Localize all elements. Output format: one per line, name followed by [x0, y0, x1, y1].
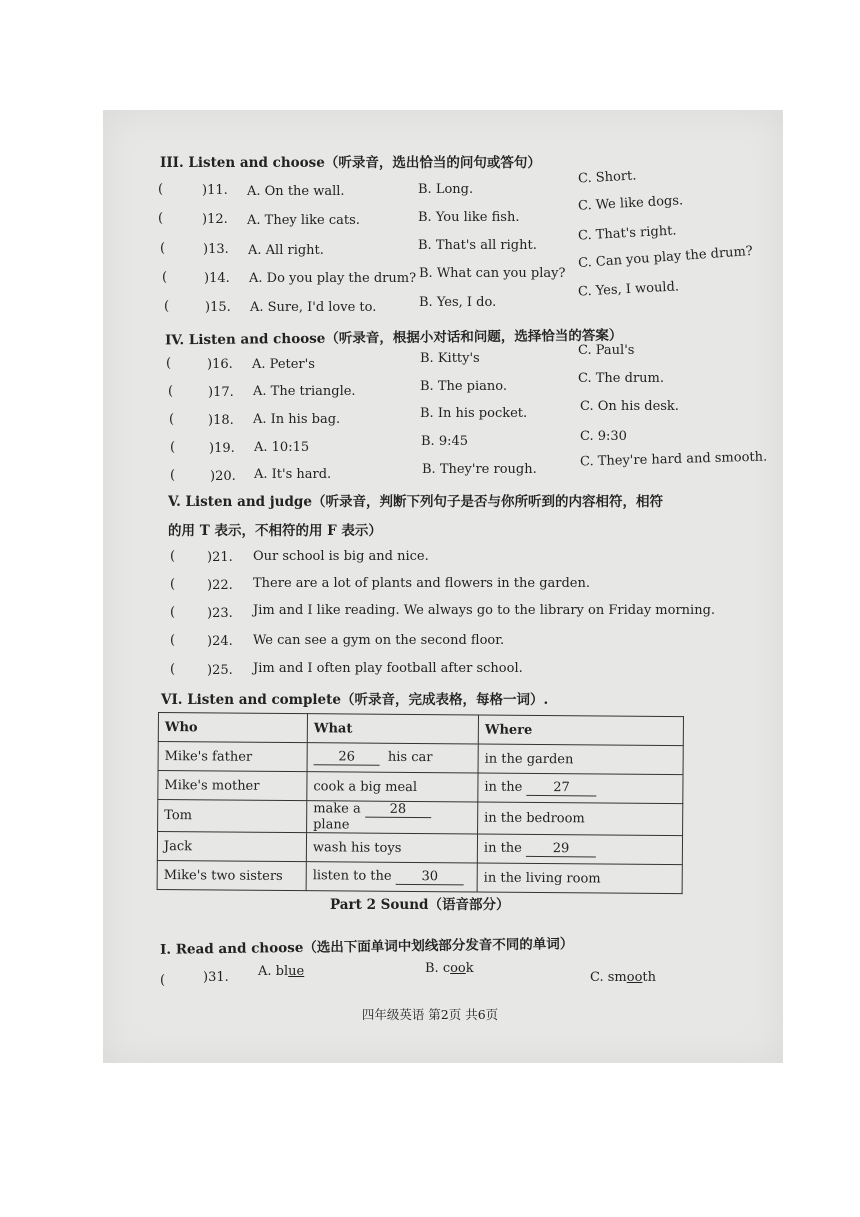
what-cell [307, 801, 478, 834]
question-number: )18. [208, 413, 234, 428]
question-number: )19. [209, 441, 235, 456]
option-a: A. Do you play the drum? [249, 271, 417, 286]
where-cell [477, 834, 682, 865]
answer-paren: ( [170, 662, 176, 677]
underlined-letters: ue [288, 964, 305, 979]
where-cell: in the garden [478, 744, 683, 775]
option-b: B. In his pocket. [420, 406, 528, 421]
statement: We can see a gym on the second floor. [253, 633, 505, 648]
option-c: C. The drum. [578, 371, 664, 386]
who-cell: Mike's two sisters [157, 860, 306, 890]
column-header-where: Where [478, 715, 683, 746]
section-4-heading: IV. Listen and choose（听录音，根据小对话和问题，选择恰当的答案） [164, 327, 623, 349]
option-b: B. 9:45 [421, 434, 469, 449]
who-cell: Mike's mother [158, 771, 307, 801]
statement: Jim and I like reading. We always go to the library on Friday morning. [253, 603, 716, 618]
table-row [158, 800, 683, 836]
underlined-letters: oo [450, 961, 466, 976]
question-number: )11. [202, 183, 228, 198]
question-number: )31. [203, 970, 229, 985]
option-a: A. 10:15 [254, 440, 310, 455]
answer-paren: ( [170, 549, 176, 564]
option-c: C. 9:30 [580, 429, 627, 444]
answer-paren: ( [158, 182, 164, 197]
answer-paren: ( [160, 973, 166, 988]
question-number: )22. [207, 578, 233, 593]
option-b: B. What can you play? [419, 266, 566, 281]
answer-paren: ( [170, 440, 176, 455]
table-row [158, 771, 683, 804]
answer-blank[interactable]: 27 [526, 780, 596, 797]
option-a: A. The triangle. [253, 384, 356, 399]
option-b: B. Long. [418, 182, 474, 197]
answer-paren: ( [170, 468, 176, 483]
question-number: )24. [207, 634, 233, 649]
where-text: in the [483, 840, 522, 856]
part-2-title: Part 2 Sound（语音部分） [330, 897, 510, 913]
question-number: )16. [207, 357, 233, 372]
column-header-what: What [307, 714, 478, 744]
column-header-who: Who [158, 713, 307, 743]
option-c: C. Can you play the drum? [577, 243, 754, 272]
what-cell [307, 743, 478, 773]
option-a: A. blue [258, 964, 305, 979]
answer-paren: ( [162, 270, 168, 285]
question-number: )23. [207, 606, 233, 621]
answer-paren: ( [160, 241, 166, 256]
option-c: C. That's right. [577, 223, 677, 244]
read-and-choose-heading: I. Read and choose（选出下面单词中划线部分发音不同的单词） [159, 936, 574, 958]
completion-table [157, 712, 684, 894]
option-b: B. You like fish. [418, 210, 520, 225]
option-a: A. On the wall. [247, 184, 345, 199]
what-cell: wash his toys [306, 833, 477, 863]
who-cell: Mike's father [158, 742, 307, 772]
where-cell [478, 773, 683, 804]
answer-blank[interactable]: 29 [526, 841, 596, 858]
question-number: )14. [204, 271, 230, 286]
option-a: A. They like cats. [247, 213, 360, 228]
answer-paren: ( [166, 356, 172, 371]
option-b: B. Kitty's [420, 351, 480, 366]
question-number: )25. [207, 663, 233, 678]
where-text: in the [484, 779, 523, 795]
table-header-row [158, 713, 683, 746]
option-c: C. They're hard and smooth. [579, 449, 768, 470]
answer-blank[interactable]: 30 [396, 869, 464, 886]
underlined-letters: oo [626, 970, 643, 985]
answer-paren: ( [170, 633, 176, 648]
option-b: B. cook [425, 961, 474, 976]
section-3-heading: III. Listen and choose（听录音，选出恰当的问句或答句） [160, 155, 541, 171]
option-b: B. The piano. [420, 379, 508, 394]
answer-blank[interactable]: 28 [365, 802, 431, 819]
who-cell: Jack [157, 832, 306, 862]
option-a: A. All right. [248, 243, 324, 258]
answer-blank[interactable]: 26 [314, 749, 380, 766]
table-row [157, 860, 682, 893]
answer-paren: ( [158, 211, 164, 226]
answer-paren: ( [170, 605, 176, 620]
question-number: )17. [208, 385, 234, 400]
question-number: )15. [205, 300, 231, 315]
option-a: A. It's hard. [254, 467, 332, 482]
what-text: listen to the [312, 868, 392, 884]
where-cell: in the living room [477, 863, 682, 894]
option-b: B. They're rough. [422, 462, 537, 477]
answer-paren: ( [164, 299, 170, 314]
statement: There are a lot of plants and flowers in the garden. [253, 576, 590, 591]
question-number: )12. [202, 212, 228, 227]
who-cell: Tom [158, 800, 307, 833]
page-footer: 四年级英语 第2页 共6页 [361, 1007, 499, 1022]
table-row [158, 742, 683, 775]
section-6-heading: VI. Listen and complete（听录音，完成表格，每格一词）. [161, 692, 549, 708]
answer-paren: ( [170, 577, 176, 592]
option-c: C. smooth [590, 970, 657, 985]
option-c: C. Paul's [578, 343, 635, 358]
what-text: plane [313, 817, 350, 833]
option-c: C. We like dogs. [577, 193, 684, 214]
option-a: A. Sure, I'd love to. [250, 300, 377, 315]
what-text: his car [387, 749, 433, 766]
section-5-heading: V. Listen and judge（听录音，判断下列句子是否与你所听到的内容相符，相符 [168, 494, 663, 510]
what-cell [306, 862, 477, 892]
answer-paren: ( [169, 412, 175, 427]
what-cell: cook a big meal [307, 772, 478, 802]
section-5-heading-cont: 的用 T 表示，不相符的用 F 表示） [168, 523, 382, 539]
question-number: )20. [210, 469, 236, 484]
answer-paren: ( [168, 384, 174, 399]
where-cell: in the bedroom [478, 802, 683, 836]
question-number: )13. [203, 242, 229, 257]
what-text: make a [313, 801, 361, 817]
option-c: C. Short. [577, 168, 637, 187]
option-a: A. Peter's [252, 357, 315, 372]
option-a: A. In his bag. [253, 412, 341, 427]
statement: Our school is big and nice. [253, 549, 429, 564]
option-c: C. On his desk. [580, 399, 679, 414]
option-b: B. That's all right. [418, 238, 537, 253]
option-c: C. Yes, I would. [577, 279, 680, 300]
table-row [157, 832, 682, 865]
option-b: B. Yes, I do. [419, 295, 497, 310]
question-number: )21. [207, 550, 233, 565]
statement: Jim and I often play football after school. [253, 661, 523, 676]
